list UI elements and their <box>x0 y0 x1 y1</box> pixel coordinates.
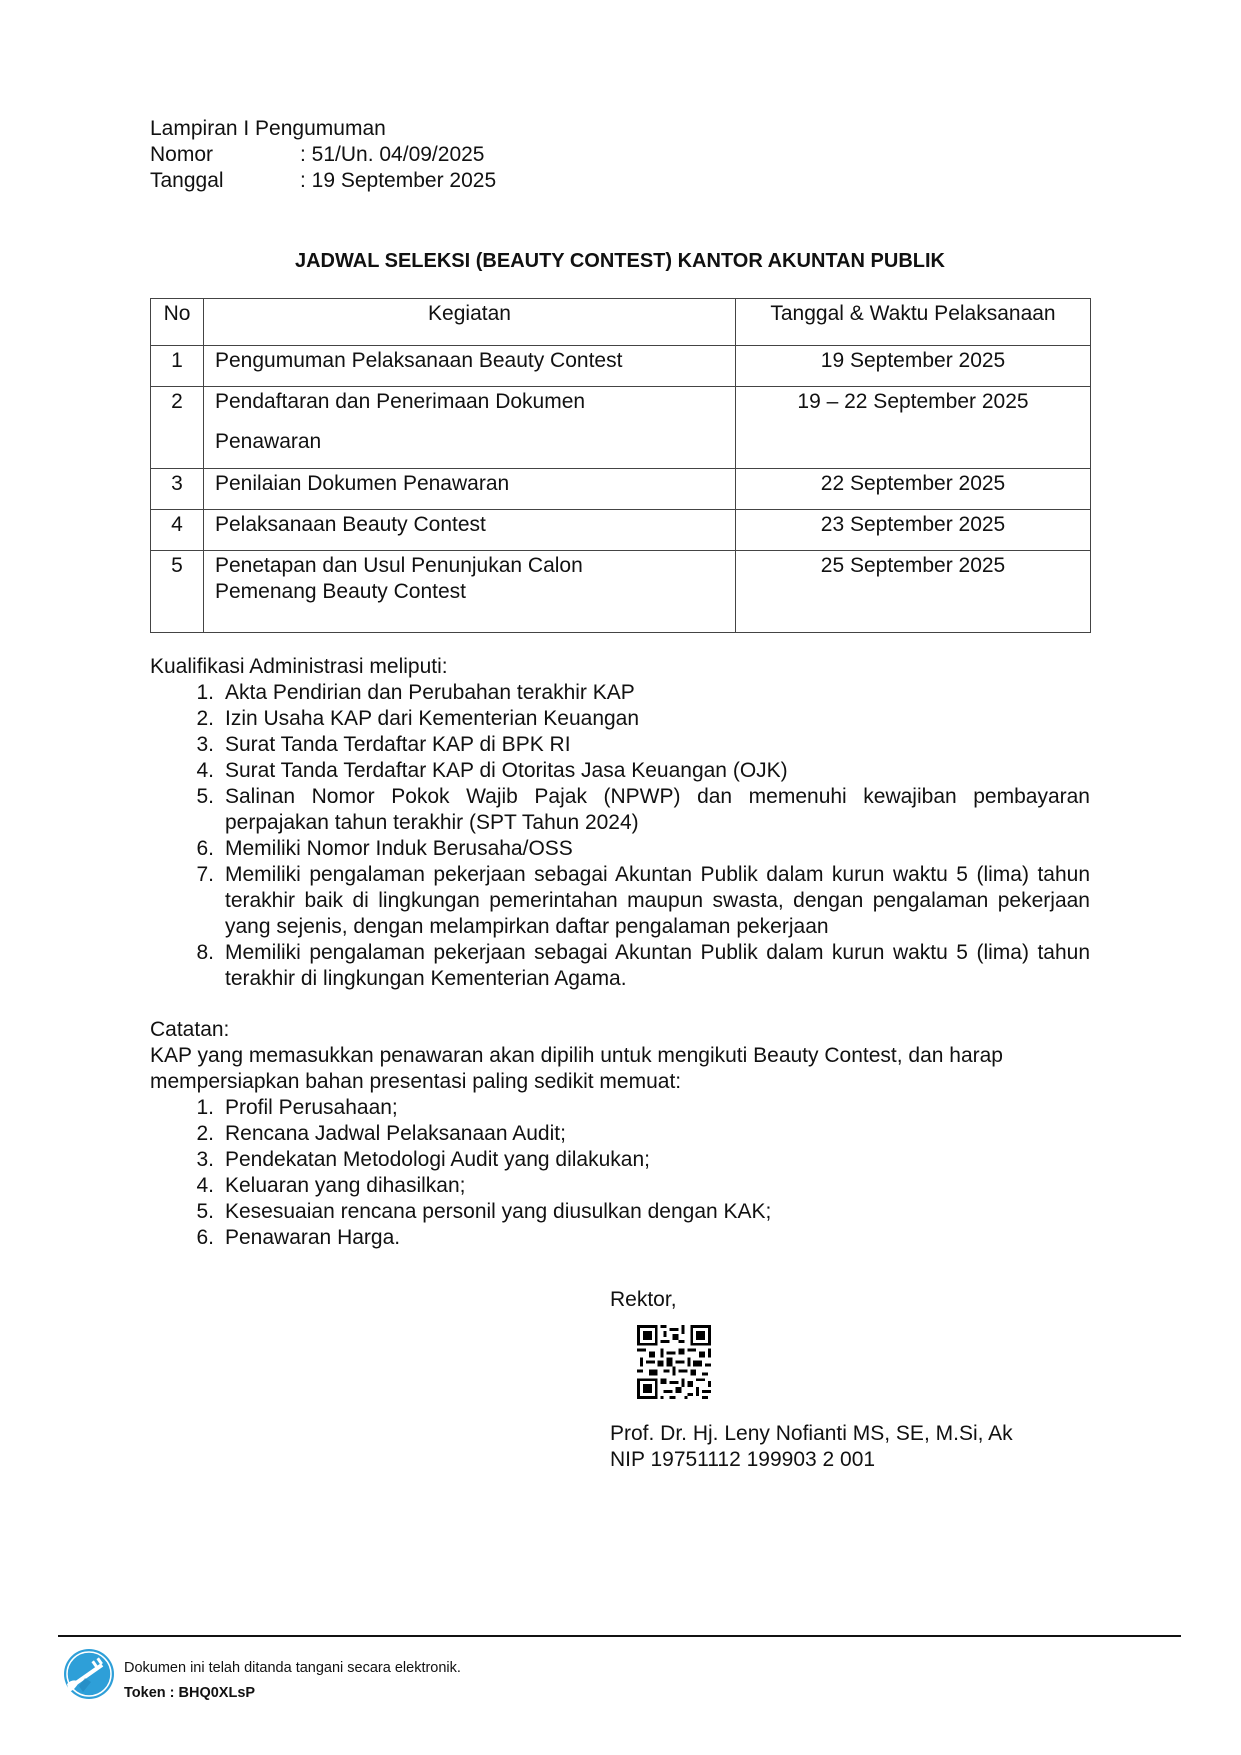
row-activity <box>204 387 736 469</box>
presentation-items-list <box>150 1095 1090 1251</box>
list-text: Kesesuaian rencana personil yang diusulkan dengan KAK; <box>225 1200 772 1223</box>
list-text: Akta Pendirian dan Perubahan terakhir KAP <box>225 681 635 704</box>
row-date: 19 September 2025 <box>736 346 1091 387</box>
row-number: 5 <box>151 551 204 633</box>
column-header-activity: Kegiatan <box>204 299 736 346</box>
list-text: Surat Tanda Terdaftar KAP di Otoritas Jasa Keuangan (OJK) <box>225 759 788 782</box>
table-row <box>151 510 1091 551</box>
table-header-row <box>151 299 1091 346</box>
tanggal-label: Tanggal <box>150 169 224 192</box>
table-row <box>151 346 1091 387</box>
list-text: Salinan Nomor Pokok Wajib Pajak (NPWP) dan memenuhi kewajiban pembayaran perpajakan tahun terakhir (SPT Tahun 2024) <box>225 785 1090 834</box>
row-date: 23 September 2025 <box>736 510 1091 551</box>
list-item <box>150 680 1090 706</box>
list-item <box>150 836 1090 862</box>
signer-name: Prof. Dr. Hj. Leny Nofianti MS, SE, M.Si, Ak <box>610 1422 1013 1445</box>
row-activity <box>204 469 736 510</box>
e-signature-notice <box>124 1656 461 1706</box>
list-item <box>150 940 1090 992</box>
qualifications-intro: Kualifikasi Administrasi meliputi: <box>150 655 448 678</box>
activity-text: Pendaftaran dan Penerimaan Dokumen <box>215 390 586 413</box>
column-header-no: No <box>151 299 204 346</box>
row-activity <box>204 510 736 551</box>
list-number: 7. <box>196 863 214 886</box>
list-text: Rencana Jadwal Pelaksanaan Audit; <box>225 1122 566 1145</box>
list-text: Pendekatan Metodologi Audit yang dilakukan; <box>225 1148 650 1171</box>
list-number: 5. <box>196 785 214 808</box>
row-date: 22 September 2025 <box>736 469 1091 510</box>
nomor-label: Nomor <box>150 143 214 166</box>
row-date: 19 – 22 September 2025 <box>736 387 1091 469</box>
schedule-table <box>150 298 1091 633</box>
qualifications-list <box>150 680 1090 992</box>
list-number: 4. <box>196 759 214 782</box>
list-text: Profil Perusahaan; <box>225 1096 398 1119</box>
qualifications-section <box>150 654 1090 992</box>
list-number: 1. <box>196 681 214 704</box>
list-number: 6. <box>196 837 214 860</box>
list-text: Keluaran yang dihasilkan; <box>225 1174 466 1197</box>
activity-text-line2: Penawaran <box>215 430 322 453</box>
list-item <box>150 1095 1090 1121</box>
list-item <box>150 1147 1090 1173</box>
list-item <box>150 1173 1090 1199</box>
notes-section <box>150 1017 1090 1251</box>
signature-token: Token : BHQ0XLsP <box>124 1685 256 1701</box>
list-number: 5. <box>196 1200 214 1223</box>
e-signature-statement: Dokumen ini telah ditanda tangani secara elektronik. <box>124 1660 461 1676</box>
nomor-value: : 51/Un. 04/09/2025 <box>300 143 485 166</box>
list-text: Memiliki Nomor Induk Berusaha/OSS <box>225 837 573 860</box>
list-item <box>150 1121 1090 1147</box>
key-seal-icon <box>63 1648 115 1700</box>
row-date: 25 September 2025 <box>736 551 1091 633</box>
list-text: Memiliki pengalaman pekerjaan sebagai Akuntan Publik dalam kurun waktu 5 (lima) tahun terakhir baik di lingkungan pemerintahan maupun swasta, dengan pengalaman pekerjaan yang sejenis, dengan melampirkan daftar pengalaman pekerjaan <box>225 863 1090 938</box>
list-item <box>150 1225 1090 1251</box>
activity-text: Penilaian Dokumen Penawaran <box>215 472 510 495</box>
list-item <box>150 706 1090 732</box>
list-item <box>150 1199 1090 1225</box>
list-text: Surat Tanda Terdaftar KAP di BPK RI <box>225 733 571 756</box>
signer-block <box>610 1421 1013 1473</box>
table-row <box>151 551 1091 633</box>
row-number: 4 <box>151 510 204 551</box>
column-header-date: Tanggal & Waktu Pelaksanaan <box>736 299 1091 346</box>
attachment-header <box>150 116 496 194</box>
activity-text-line2: Pemenang Beauty Contest <box>215 580 466 603</box>
list-number: 1. <box>196 1096 214 1119</box>
row-number: 3 <box>151 469 204 510</box>
row-activity <box>204 346 736 387</box>
list-number: 2. <box>196 707 214 730</box>
list-number: 8. <box>196 941 214 964</box>
activity-text: Pelaksanaan Beauty Contest <box>215 513 486 536</box>
table-row <box>151 469 1091 510</box>
list-item <box>150 784 1090 836</box>
list-text: Memiliki pengalaman pekerjaan sebagai Akuntan Publik dalam kurun waktu 5 (lima) tahun terakhir di lingkungan Kementerian Agama. <box>225 941 1090 990</box>
list-item <box>150 862 1090 940</box>
list-text: Penawaran Harga. <box>225 1226 401 1249</box>
list-item <box>150 758 1090 784</box>
document-title: JADWAL SELEKSI (BEAUTY CONTEST) KANTOR AKUNTAN PUBLIK <box>294 250 946 272</box>
list-number: 2. <box>196 1122 214 1145</box>
activity-text: Pengumuman Pelaksanaan Beauty Contest <box>215 349 623 372</box>
table-row <box>151 387 1091 469</box>
signature-role: Rektor, <box>610 1288 677 1311</box>
footer-divider <box>58 1635 1181 1637</box>
list-number: 3. <box>196 1148 214 1171</box>
attachment-label: Lampiran I Pengumuman <box>150 117 386 140</box>
list-text: Izin Usaha KAP dari Kementerian Keuangan <box>225 707 640 730</box>
row-number: 1 <box>151 346 204 387</box>
notes-paragraph: KAP yang memasukkan penawaran akan dipilih untuk mengikuti Beauty Contest, dan harap mempersiapkan bahan presentasi paling sedikit memuat: <box>150 1044 1003 1093</box>
activity-text: Penetapan dan Usul Penunjukan Calon <box>215 554 583 577</box>
row-activity <box>204 551 736 633</box>
qr-code-icon[interactable] <box>637 1325 711 1399</box>
list-number: 4. <box>196 1174 214 1197</box>
notes-heading: Catatan: <box>150 1018 230 1041</box>
signer-nip: NIP 19751112 199903 2 001 <box>610 1448 876 1471</box>
row-number: 2 <box>151 387 204 469</box>
list-number: 6. <box>196 1226 214 1249</box>
tanggal-value: : 19 September 2025 <box>300 169 497 192</box>
list-number: 3. <box>196 733 214 756</box>
list-item <box>150 732 1090 758</box>
